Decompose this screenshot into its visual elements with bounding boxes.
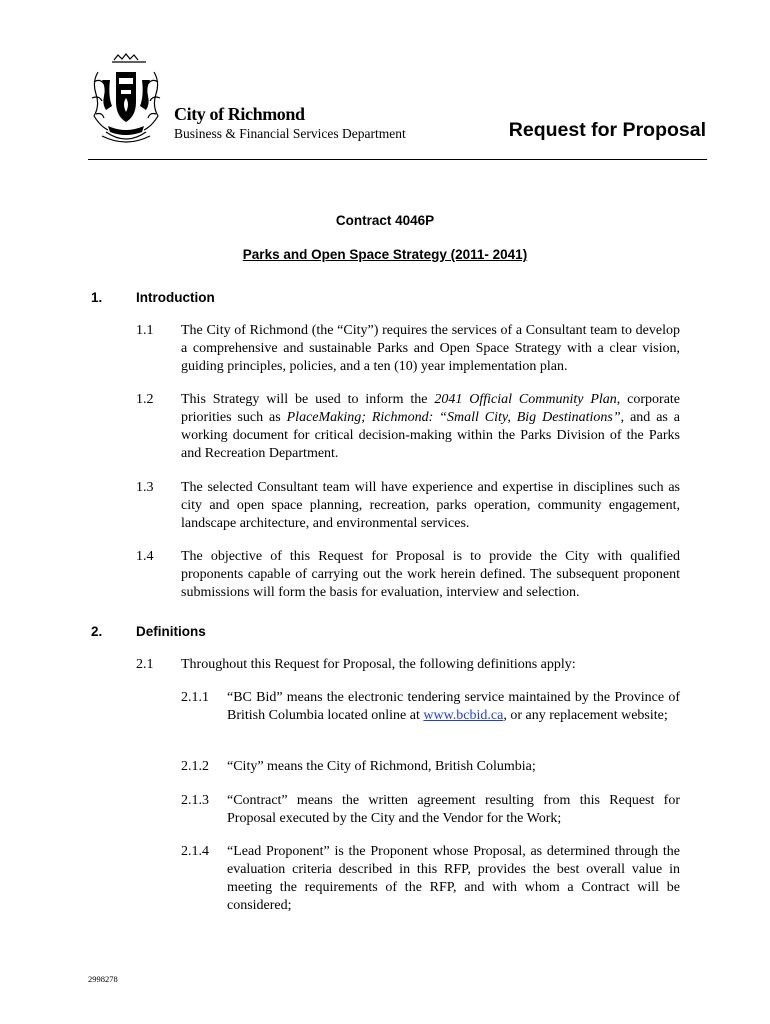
paragraph-number: 1.3 (136, 480, 154, 495)
definition-number: 2.1.1 (181, 690, 209, 705)
section-heading-definitions: Definitions (136, 624, 206, 639)
city-crest-logo (88, 52, 164, 146)
department-name: Business & Financial Services Department (174, 126, 406, 141)
definition-number: 2.1.2 (181, 759, 209, 774)
section-heading-introduction: Introduction (136, 290, 215, 305)
paragraph-number: 2.1 (136, 657, 154, 672)
definition-number: 2.1.4 (181, 844, 209, 859)
placemaking-reference: PlaceMaking; Richmond: “Small City, Big Destinations” (286, 410, 621, 425)
project-title: Parks and Open Space Strategy (2011- 2041) (242, 247, 528, 262)
bcbid-link[interactable]: www.bcbid.ca (423, 708, 504, 723)
header-divider (88, 159, 707, 160)
definition-contract: “Contract” means the written agreement resulting from this Request for Proposal executed by the City and the Vendor for the Work; (227, 793, 680, 826)
paragraph-1-3: The selected Consultant team will have experience and expertise in disciplines such as city and open space planning, recreation, parks operation, community engagement, landscape architecture, and environmental services. (181, 480, 680, 531)
organization-name: City of Richmond (174, 104, 305, 124)
definition-number: 2.1.3 (181, 793, 209, 808)
document-type-heading: Request for Proposal (508, 119, 706, 141)
plan-reference: 2041 Official Community Plan (434, 392, 617, 407)
definition-city: “City” means the City of Richmond, British Columbia; (227, 759, 536, 774)
paragraph-number: 1.4 (136, 549, 154, 564)
definition-lead-proponent: “Lead Proponent” is the Proponent whose Proposal, as determined through the evaluation criteria described in this RFP, provides the best overall value in meeting the requirements of the RFP, and with whom a Contract will be considered; (227, 844, 680, 913)
paragraph-1-1: The City of Richmond (the “City”) requires the services of a Consultant team to develop a comprehensive and sustainable Parks and Open Space Strategy with a clear vision, guiding principles, policies, and a ten (10) year implementation plan. (181, 323, 680, 374)
paragraph-number: 1.2 (136, 392, 154, 407)
document-id: 2998278 (88, 974, 118, 984)
section-number: 1. (91, 290, 103, 305)
paragraph-1-4: The objective of this Request for Proposal is to provide the City with qualified proponents capable of carrying out the work herein defined. The subsequent proponent submissions will form the basis for evaluation, interview and selection. (181, 549, 680, 600)
section-number: 2. (91, 624, 103, 639)
paragraph-number: 1.1 (136, 323, 154, 338)
definition-bc-bid: “BC Bid” means the electronic tendering service maintained by the Province of British Columbia located online at www.bcbid.ca, or any replacement website; (227, 690, 680, 723)
contract-number: Contract 4046P (335, 213, 435, 228)
paragraph-2-1: Throughout this Request for Proposal, the following definitions apply: (181, 657, 576, 672)
paragraph-1-2: This Strategy will be used to inform the 2041 Official Community Plan, corporate priorities such as PlaceMaking; Richmond: “Small City, Big Destinations”, and as a working document for critical decision-making within the Parks Division of the Parks and Recreation Department. (181, 392, 681, 461)
